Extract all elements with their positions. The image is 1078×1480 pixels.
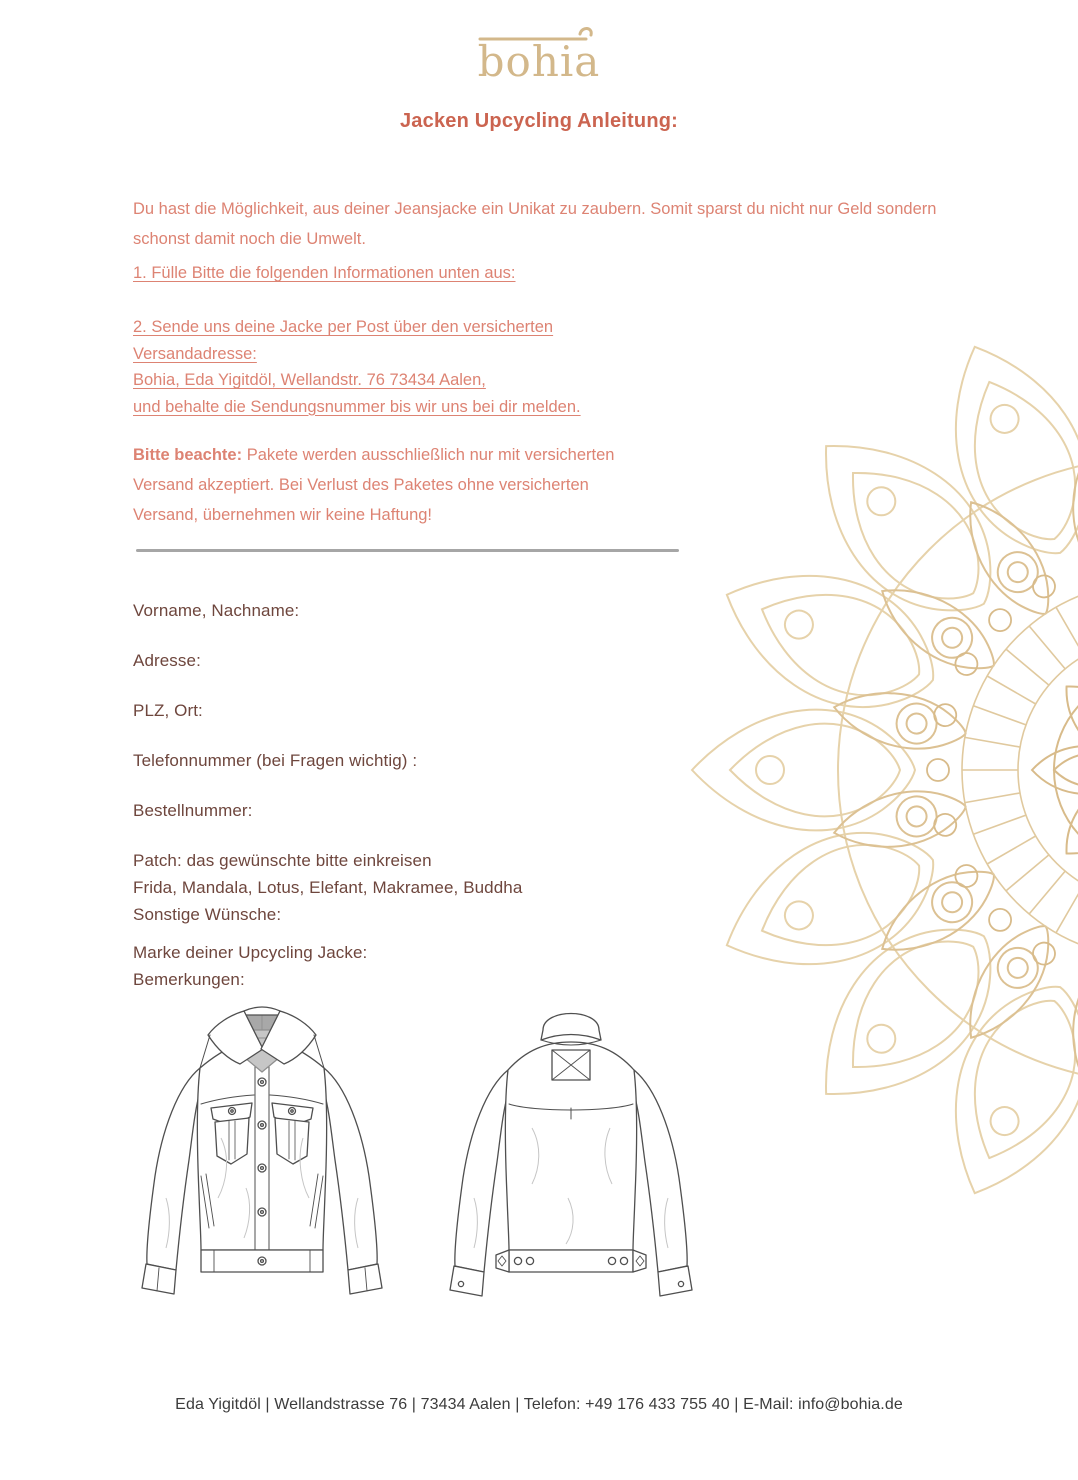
step-2-line: Versandadresse: — [133, 344, 257, 363]
patch-other-wishes: Sonstige Wünsche: — [133, 905, 282, 924]
jacket-brand-group — [133, 939, 522, 993]
intro-paragraph: Du hast die Möglichkeit, aus deiner Jeansjacke ein Unikat zu zaubern. Somit sparst du nicht nur Geld sondern schonst damit noch die Umwelt. — [133, 200, 937, 248]
logo-wrap — [0, 24, 1078, 90]
field-label-jacket-brand: Marke deiner Upcycling Jacke: — [133, 943, 368, 962]
jacket-back-sketch — [428, 998, 714, 1320]
gold-mandala-ornament — [650, 270, 1078, 1270]
patch-options: Frida, Mandala, Lotus, Elefant, Makramee, Buddha — [133, 878, 523, 897]
step-1: 1. Fülle Bitte die folgenden Informationen unten aus: — [133, 264, 516, 282]
field-label-zip-city: PLZ, Ort: — [133, 701, 203, 720]
logo-text: bohia — [477, 37, 601, 86]
step-2-line: und behalte die Sendungsnummer bis wir uns bei dir melden. — [133, 397, 581, 416]
field-label-name: Vorname, Nachname: — [133, 601, 300, 620]
jacket-front-sketch — [126, 998, 398, 1320]
patch-instruction: Patch: das gewünschte bitte einkreisen — [133, 851, 432, 870]
step-2-line: Bohia, Eda Yigitdöl, Wellandstr. 76 73434 Aalen, — [133, 371, 486, 389]
step-2 — [133, 314, 581, 420]
field-label-phone: Telefonnummer (bei Fragen wichtig) : — [133, 751, 418, 770]
mandala-ornament-wrap — [650, 270, 1078, 1270]
page-title: Jacken Upcycling Anleitung: — [399, 110, 679, 132]
notice-label: Bitte beachte: — [133, 446, 243, 464]
footer-contact-line: Eda Yigitdöl | Wellandstrasse 76 | 73434 Aalen | Telefon: +49 176 433 755 40 | E-Mail: info@bohia.de — [175, 1396, 903, 1413]
section-divider — [136, 549, 679, 552]
jacket-sketches — [126, 998, 714, 1320]
bohia-logo — [464, 24, 614, 90]
field-label-address: Adresse: — [133, 651, 201, 670]
notice-text: Pakete werden ausschließlich nur mit versicherten Versand akzeptiert. Bei Verlust des Paketes ohne versicherten Versand, übernehmen wir keine Haftung! — [133, 446, 615, 524]
field-label-remarks: Bemerkungen: — [133, 970, 245, 989]
field-label-order-number: Bestellnummer: — [133, 801, 253, 820]
order-form — [133, 597, 522, 993]
step-2-line: 2. Sende uns deine Jacke per Post über den versicherten — [133, 318, 554, 336]
notice-paragraph — [133, 440, 625, 530]
patch-group — [133, 847, 522, 928]
